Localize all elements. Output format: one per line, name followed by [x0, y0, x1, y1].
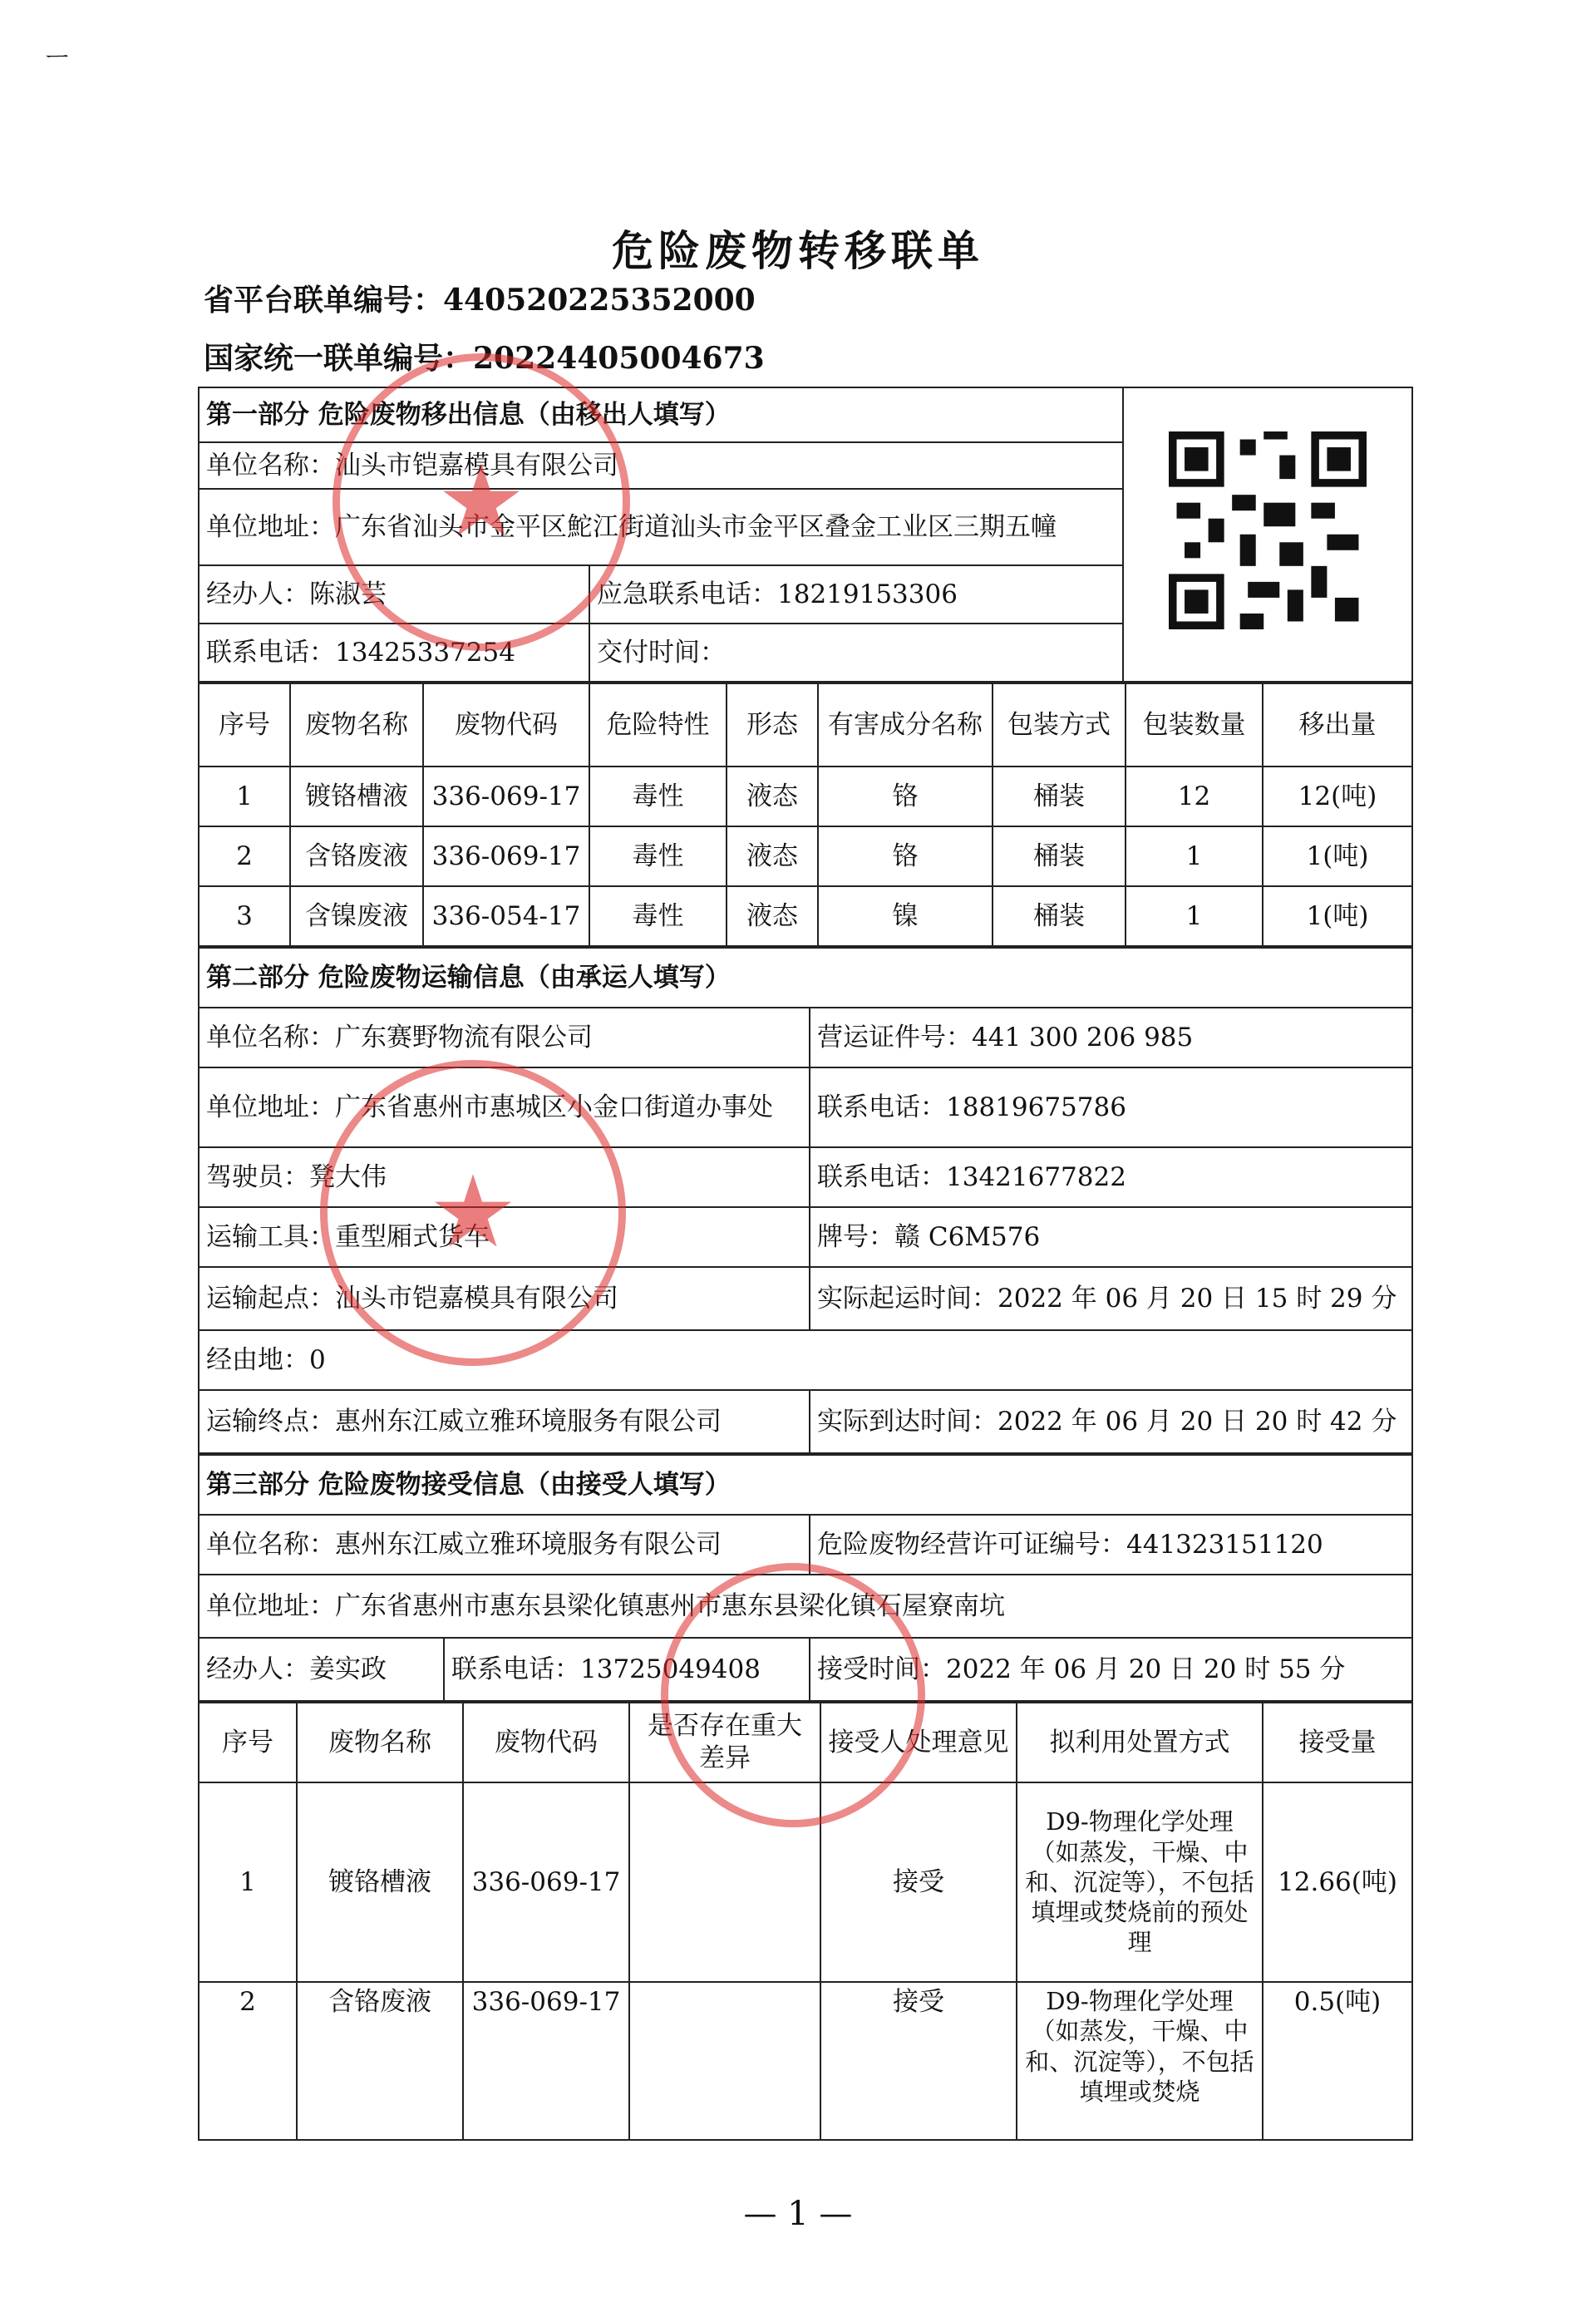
rt-header: 序号	[199, 1703, 297, 1782]
rt-cell: 336-069-17	[463, 1982, 629, 2140]
part2-depart-time: 实际起运时间：2022 年 06 月 20 日 15 时 29 分	[810, 1267, 1412, 1330]
part2-unit-name: 单位名称：广东赛野物流有限公司	[199, 1008, 810, 1067]
part2-vehicle: 运输工具：重型厢式货车	[199, 1207, 810, 1267]
part3-unit-name: 单位名称：惠州东江威立雅环境服务有限公司	[199, 1515, 810, 1575]
wt-cell: 液态	[727, 886, 818, 946]
wt-cell: 336-069-17	[423, 767, 589, 826]
page-number: — 1 —	[743, 2195, 853, 2233]
part1-unit-address: 单位地址：广东省汕头市金平区鮀江街道汕头市金平区叠金工业区三期五幢	[199, 489, 1123, 565]
part2-via: 经由地：0	[199, 1330, 1412, 1390]
wt-cell: 1	[1126, 886, 1263, 946]
wt-header: 废物名称	[290, 683, 423, 767]
corner-mark: ㅡ	[46, 44, 69, 71]
wt-cell: 毒性	[589, 886, 727, 946]
wt-header: 危险特性	[589, 683, 727, 767]
wt-cell: 毒性	[589, 767, 727, 826]
part2-plate: 牌号：赣 C6M576	[810, 1207, 1412, 1267]
rt-cell: 含铬废液	[297, 1982, 463, 2140]
rt-cell: 12.66(吨)	[1263, 1782, 1412, 1982]
wt-cell: 336-069-17	[423, 826, 589, 886]
wt-cell: 2	[199, 826, 290, 886]
wt-header: 废物代码	[423, 683, 589, 767]
wt-cell: 含铬废液	[290, 826, 423, 886]
part3-receive-time: 接受时间：2022 年 06 月 20 日 20 时 55 分	[810, 1638, 1412, 1701]
part2-heading: 第二部分 危险废物运输信息（由承运人填写）	[199, 948, 1412, 1008]
wt-cell: 铬	[818, 767, 993, 826]
part1-table	[198, 387, 1413, 683]
part1-phone: 联系电话：13425337254	[199, 624, 589, 682]
part2-table	[198, 947, 1413, 1454]
rt-cell: D9-物理化学处理（如蒸发，干燥、中和、沉淀等），不包括填埋或焚烧	[1017, 1982, 1263, 2140]
rt-cell: 1	[199, 1782, 297, 1982]
table-row	[199, 886, 1412, 946]
rt-header: 接受人处理意见	[820, 1703, 1017, 1782]
waste-table	[198, 683, 1413, 947]
qr-code-icon	[1169, 431, 1367, 629]
national-number: 国家统一联单编号：20224405004673	[204, 341, 765, 376]
wt-cell: 液态	[727, 767, 818, 826]
rt-cell: 接受	[820, 1782, 1017, 1982]
document-title: 危险废物转移联单	[612, 226, 984, 275]
part3-phone: 联系电话：13725049408	[444, 1638, 810, 1701]
rt-header: 拟利用处置方式	[1017, 1703, 1263, 1782]
wt-header: 包装数量	[1126, 683, 1263, 767]
part1-handler: 经办人：陈淑芸	[199, 565, 589, 624]
rt-cell	[629, 1982, 820, 2140]
wt-cell: 3	[199, 886, 290, 946]
table-row	[199, 826, 1412, 886]
wt-cell: 12	[1126, 767, 1263, 826]
receive-table	[198, 1702, 1413, 2141]
rt-cell: 接受	[820, 1982, 1017, 2140]
table-row	[199, 1982, 1412, 2140]
rt-header: 废物名称	[297, 1703, 463, 1782]
part2-phone1: 联系电话：18819675786	[810, 1067, 1412, 1147]
wt-cell: 液态	[727, 826, 818, 886]
wt-cell: 毒性	[589, 826, 727, 886]
wt-header: 有害成分名称	[818, 683, 993, 767]
rt-cell	[629, 1782, 820, 1982]
wt-cell: 含镍废液	[290, 886, 423, 946]
rt-cell: D9-物理化学处理（如蒸发，干燥、中和、沉淀等），不包括填埋或焚烧前的预处理	[1017, 1782, 1263, 1982]
rt-cell: 镀铬槽液	[297, 1782, 463, 1982]
wt-cell: 铬	[818, 826, 993, 886]
wt-header: 移出量	[1263, 683, 1412, 767]
wt-cell: 镀铬槽液	[290, 767, 423, 826]
wt-header: 形态	[727, 683, 818, 767]
part3-unit-address: 单位地址：广东省惠州市惠东县梁化镇惠州市惠东县梁化镇石屋寮南坑	[199, 1575, 1412, 1638]
rt-cell: 2	[199, 1982, 297, 2140]
rt-header: 是否存在重大差异	[629, 1703, 820, 1782]
part3-handler: 经办人：姜实政	[199, 1638, 444, 1701]
wt-cell: 桶装	[993, 886, 1126, 946]
part2-arrive-time: 实际到达时间：2022 年 06 月 20 日 20 时 42 分	[810, 1390, 1412, 1453]
part3-table	[198, 1454, 1413, 1702]
table-row	[199, 767, 1412, 826]
part3-heading: 第三部分 危险废物接受信息（由接受人填写）	[199, 1455, 1412, 1515]
company-seal-icon: ★	[332, 353, 630, 651]
wt-cell: 1(吨)	[1263, 826, 1412, 886]
table-row	[199, 1782, 1412, 1982]
wt-header: 包装方式	[993, 683, 1126, 767]
carrier-seal-icon: ★	[320, 1060, 626, 1366]
wt-cell: 1	[199, 767, 290, 826]
rt-header: 接受量	[1263, 1703, 1412, 1782]
rt-cell: 336-069-17	[463, 1782, 629, 1982]
part1-delivery-time: 交付时间：	[589, 624, 1123, 682]
wt-cell: 12(吨)	[1263, 767, 1412, 826]
wt-cell: 镍	[818, 886, 993, 946]
wt-cell: 1(吨)	[1263, 886, 1412, 946]
province-number: 省平台联单编号：440520225352000	[204, 283, 756, 318]
part2-license: 营运证件号：441 300 206 985	[810, 1008, 1412, 1067]
part2-phone2: 联系电话：13421677822	[810, 1147, 1412, 1207]
rt-header: 废物代码	[463, 1703, 629, 1782]
wt-header: 序号	[199, 683, 290, 767]
part1-heading: 第一部分 危险废物移出信息（由移出人填写）	[199, 387, 1123, 442]
qr-code-cell	[1123, 387, 1412, 682]
manifest-form	[198, 387, 1411, 2141]
rt-cell: 0.5(吨)	[1263, 1982, 1412, 2140]
part2-destination: 运输终点：惠州东江威立雅环境服务有限公司	[199, 1390, 810, 1453]
part2-unit-address: 单位地址：广东省惠州市惠城区小金口街道办事处	[199, 1067, 810, 1147]
wt-cell: 桶装	[993, 767, 1126, 826]
wt-cell: 336-054-17	[423, 886, 589, 946]
part2-origin: 运输起点：汕头市铠嘉模具有限公司	[199, 1267, 810, 1330]
wt-cell: 桶装	[993, 826, 1126, 886]
wt-cell: 1	[1126, 826, 1263, 886]
part1-emergency-phone: 应急联系电话：18219153306	[589, 565, 1123, 624]
part1-unit-name: 单位名称：汕头市铠嘉模具有限公司	[199, 442, 1123, 489]
part3-permit: 危险废物经营许可证编号：441323151120	[810, 1515, 1412, 1575]
part2-driver: 驾驶员：凳大伟	[199, 1147, 810, 1207]
